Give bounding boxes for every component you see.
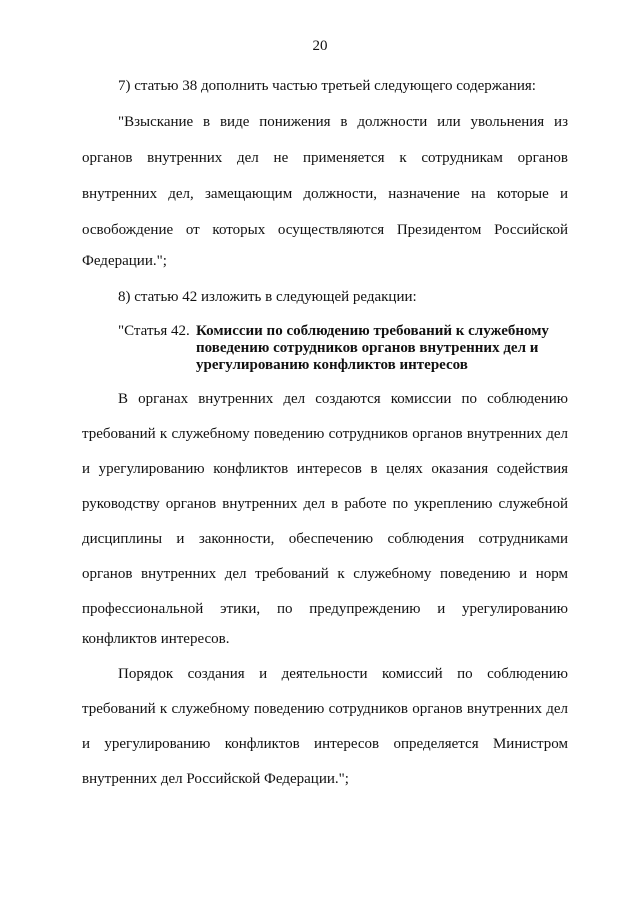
- paragraph2-line-3: и урегулированию конфликтов интересов определяется Министром: [82, 736, 568, 752]
- article-title-line-1: Комиссии по соблюдению требований к служебному: [196, 323, 549, 339]
- item8-intro: 8) статью 42 изложить в следующей редакции:: [118, 289, 417, 305]
- item7-quote-line-1: "Взыскание в виде понижения в должности или увольнения из: [118, 114, 568, 130]
- paragraph1-line-4: руководству органов внутренних дел в работе по укреплению служебной: [82, 496, 568, 512]
- item7-quote-line-2: органов внутренних дел не применяется к сотрудникам органов: [82, 150, 568, 166]
- article-title-line-3: урегулированию конфликтов интересов: [196, 357, 468, 373]
- paragraph2-line-2: требований к служебному поведению сотрудников органов внутренних дел: [82, 701, 568, 717]
- paragraph1-line-8: конфликтов интересов.: [82, 631, 230, 647]
- item7-quote-line-4: освобождение от которых осуществляются Президентом Российской: [82, 222, 568, 238]
- paragraph1-line-6: органов внутренних дел требований к служебному поведению и норм: [82, 566, 568, 582]
- page-number: 20: [312, 38, 328, 54]
- paragraph2-line-1: Порядок создания и деятельности комиссий по соблюдению: [118, 666, 568, 682]
- paragraph2-line-4: внутренних дел Российской Федерации.";: [82, 771, 349, 787]
- article-title-line-2: поведению сотрудников органов внутренних дел и: [196, 340, 539, 356]
- paragraph1-line-2: требований к служебному поведению сотрудников органов внутренних дел: [82, 426, 568, 442]
- paragraph1-line-7: профессиональной этики, по предупреждению и урегулированию: [82, 601, 568, 617]
- article-label: "Статья 42.: [118, 323, 190, 339]
- paragraph1-line-1: В органах внутренних дел создаются комиссии по соблюдению: [118, 391, 568, 407]
- item7-intro: 7) статью 38 дополнить частью третьей следующего содержания:: [118, 78, 536, 94]
- paragraph1-line-3: и урегулированию конфликтов интересов в целях оказания содействия: [82, 461, 568, 477]
- item7-quote-line-3: внутренних дел, замещающим должности, назначение на которые и: [82, 186, 568, 202]
- item7-quote-line-5: Федерации.";: [82, 253, 167, 269]
- paragraph1-line-5: дисциплины и законности, обеспечению соблюдения сотрудниками: [82, 531, 568, 547]
